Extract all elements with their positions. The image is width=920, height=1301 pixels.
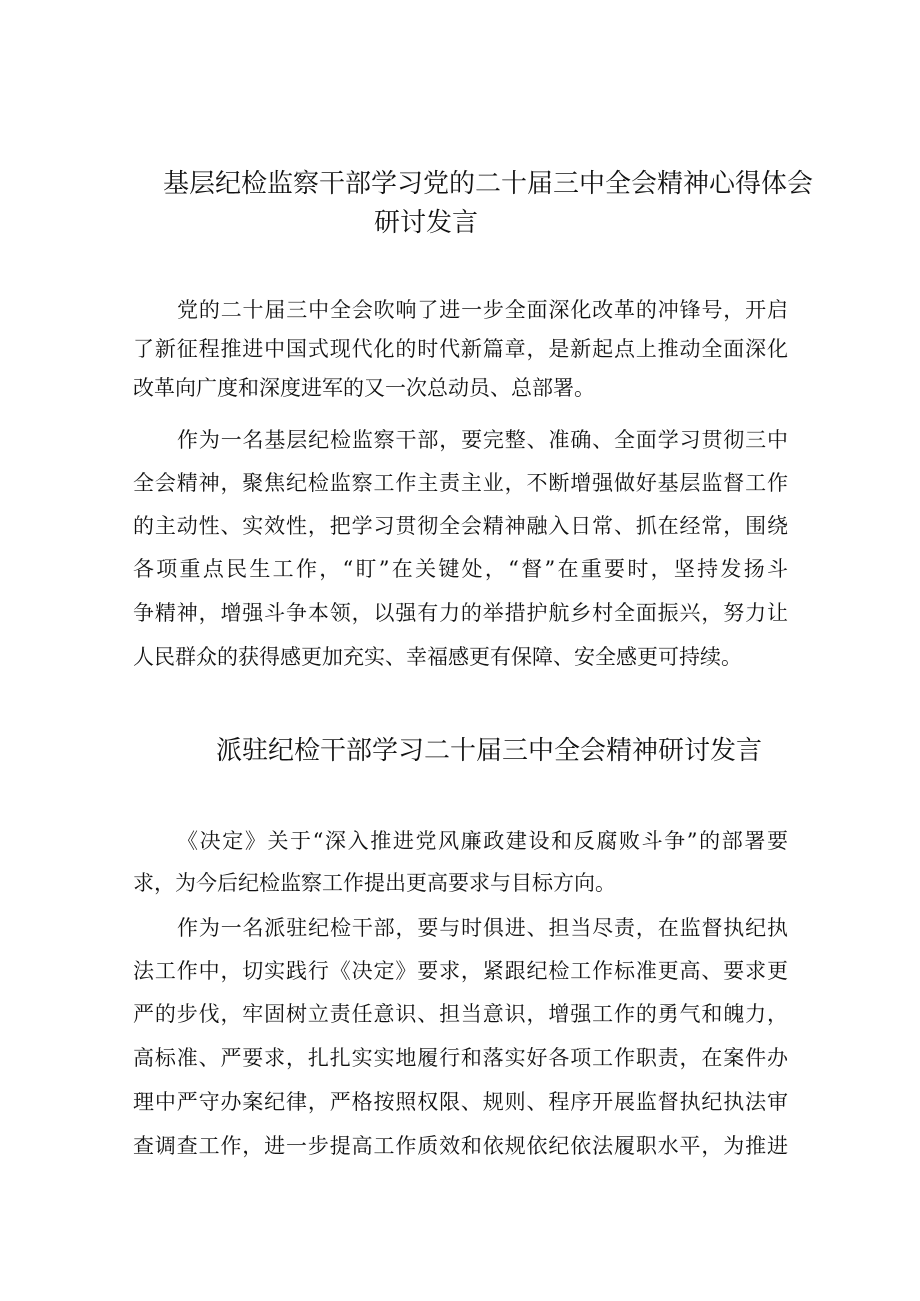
section1-paragraph-1-line: 了新征程推进中国式现代化的时代新篇章，是新起点上推动全面深化 [133,337,788,361]
section1-paragraph-1-line: 改革向广度和深度进军的又一次总动员、总部署。 [133,376,595,400]
section2-paragraph-1-line: 求，为今后纪检监察工作提出更高要求与目标方向。 [133,871,616,895]
section1-paragraph-2-line: 人民群众的获得感更加充实、幸福感更有保障、安全感更可持续。 [133,645,742,669]
section1-paragraph-2-line: 争精神，增强斗争本领，以强有力的举措护航乡村全面振兴，努力让 [133,601,788,625]
section1-paragraph-2-line: 作为一名基层纪检监察干部，要完整、准确、全面学习贯彻三中 [177,428,788,452]
section1-paragraph-2-line: 各项重点民生工作，“盯”在关键处，“督”在重要时，坚持发扬斗 [133,557,788,581]
section2-paragraph-2-line: 理中严守办案纪律，严格按照权限、规则、程序开展监督执纪执法审 [133,1090,788,1114]
section2-paragraph-2-line: 法工作中，切实践行《决定》要求，紧跟纪检工作标准更高、要求更 [133,959,788,983]
section1-paragraph-1-line: 党的二十届三中全会吹响了进一步全面深化改革的冲锋号，开启 [177,298,788,322]
section1-paragraph-2-line: 的主动性、实效性，把学习贯彻全会精神融入日常、抓在经常，围绕 [133,514,788,538]
section2-paragraph-2-line: 严的步伐，牢固树立责任意识、担当意识，增强工作的勇气和魄力， [133,1002,788,1026]
section1-paragraph-2-line: 全会精神，聚焦纪检监察工作主责主业，不断增强做好基层监督工作 [133,471,788,495]
section2-paragraph-2-line: 查调查工作，进一步提高工作质效和依规依纪依法履职水平，为推进 [133,1134,788,1158]
section2-paragraph-2-line: 高标准、严要求，扎扎实实地履行和落实好各项工作职责，在案件办 [133,1046,788,1070]
section2-paragraph-2-line: 作为一名派驻纪检干部，要与时俱进、担当尽责，在监督执纪执 [177,916,788,940]
section1-title-line-2: 研讨发言 [374,208,479,238]
section1-title-line-1: 基层纪检监察干部学习党的二十届三中全会精神心得体会 [163,169,814,199]
section2-title: 派驻纪检干部学习二十届三中全会精神研讨发言 [216,736,763,766]
section2-paragraph-1-line: 《决定》关于“深入推进党风廉政建设和反腐败斗争”的部署要 [177,829,788,853]
